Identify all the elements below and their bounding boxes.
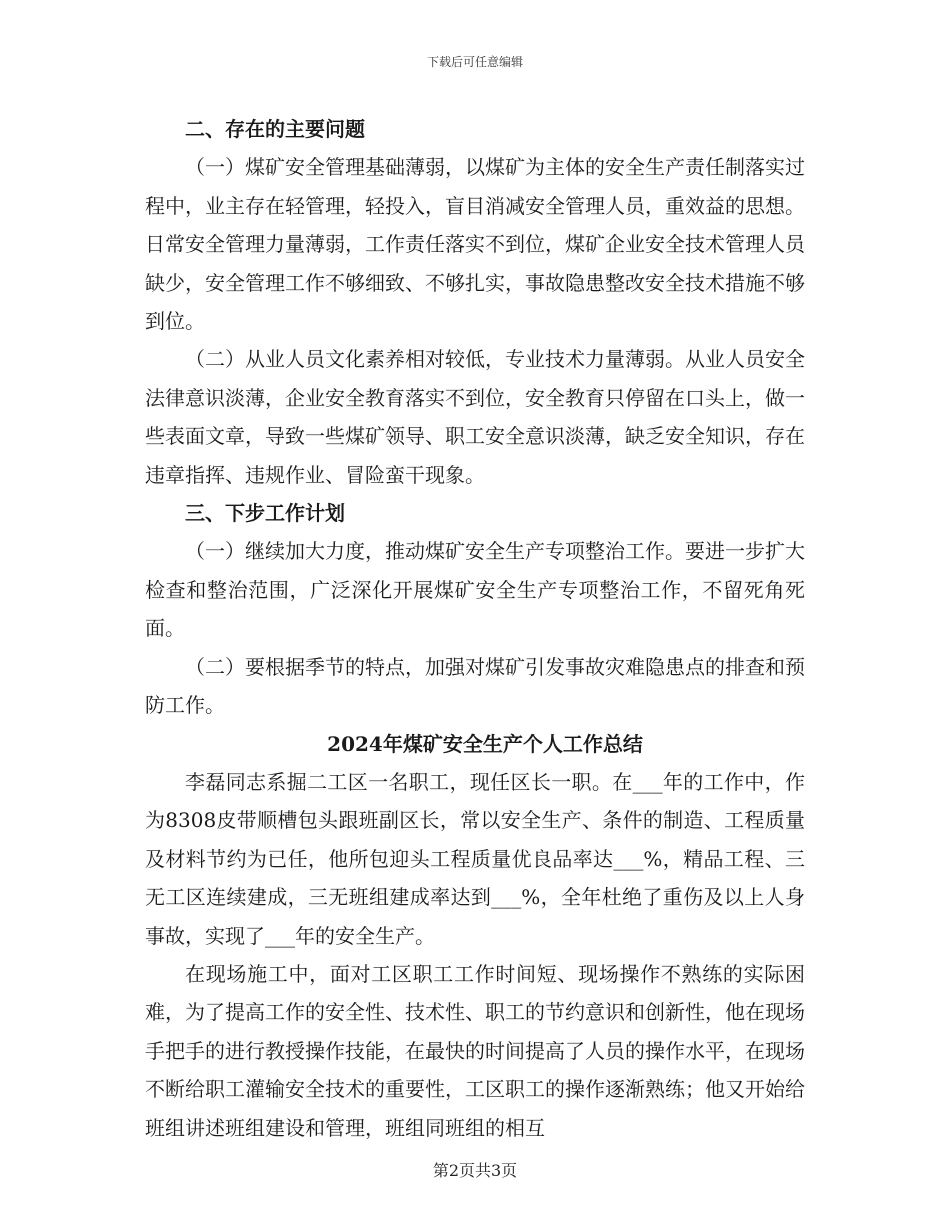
paragraph-summary-1: 李磊同志系掘二工区一名职工，现任区长一职。在___年的工作中，作为8308皮带顺槽包头跟班副区长，常以安全生产、条件的制造、工程质量及材料节约为已任，他所包迎头工程质量优良品率达___%，精品工程、三无工区连续建成，三无班组建成率达到___%，全年杜绝了重伤及以上人身事故，实现了___年的安全生产。: [145, 769, 805, 948]
paragraph-plan-1: （一）继续加大力度，推动煤矿安全生产专项整治工作。要进一步扩大检查和整治范围，广泛深化开展煤矿安全生产专项整治工作，不留死角死面。: [145, 539, 805, 641]
document-body: [145, 110, 805, 1147]
paragraph-problem-1: （一）煤矿安全管理基础薄弱，以煤矿为主体的安全生产责任制落实过程中，业主存在轻管理，轻投入，盲目消减安全管理人员，重效益的思想。日常安全管理力量薄弱，工作责任落实不到位，煤矿企业安全技术管理人员缺少，安全管理工作不够细致、不够扎实，事故隐患整改安全技术措施不够到位。: [145, 155, 805, 334]
section-heading-problems: 二、存在的主要问题: [185, 117, 365, 141]
summary-title: 2024年煤矿安全生产个人工作总结: [327, 731, 643, 756]
paragraph-problem-2: （二）从业人员文化素养相对较低，专业技术力量薄弱。从业人员安全法律意识淡薄，企业安全教育落实不到位，安全教育只停留在口头上，做一些表面文章，导致一些煤矿领导、职工安全意识淡薄，缺乏安全知识，存在违章指挥、违规作业、冒险蛮干现象。: [145, 347, 805, 487]
header-note: 下载后可任意编辑: [426, 55, 523, 69]
paragraph-summary-2: 在现场施工中，面对工区职工工作时间短、现场操作不熟练的实际困难，为了提高工作的安全性、技术性、职工的节约意识和创新性，他在现场手把手的进行教授操作技能，在最快的时间提高了人员的操作水平，在现场不断给职工灌输安全技术的重要性，工区职工的操作逐渐熟练；他又开始给班组讲述班组建设和管理，班组同班组的相互: [145, 961, 805, 1140]
section-heading-plan: 三、下步工作计划: [185, 501, 345, 526]
paragraph-plan-2: （二）要根据季节的特点，加强对煤矿引发事故灾难隐患点的排查和预防工作。: [145, 654, 805, 718]
page-number: 第2页共3页: [432, 1161, 518, 1180]
